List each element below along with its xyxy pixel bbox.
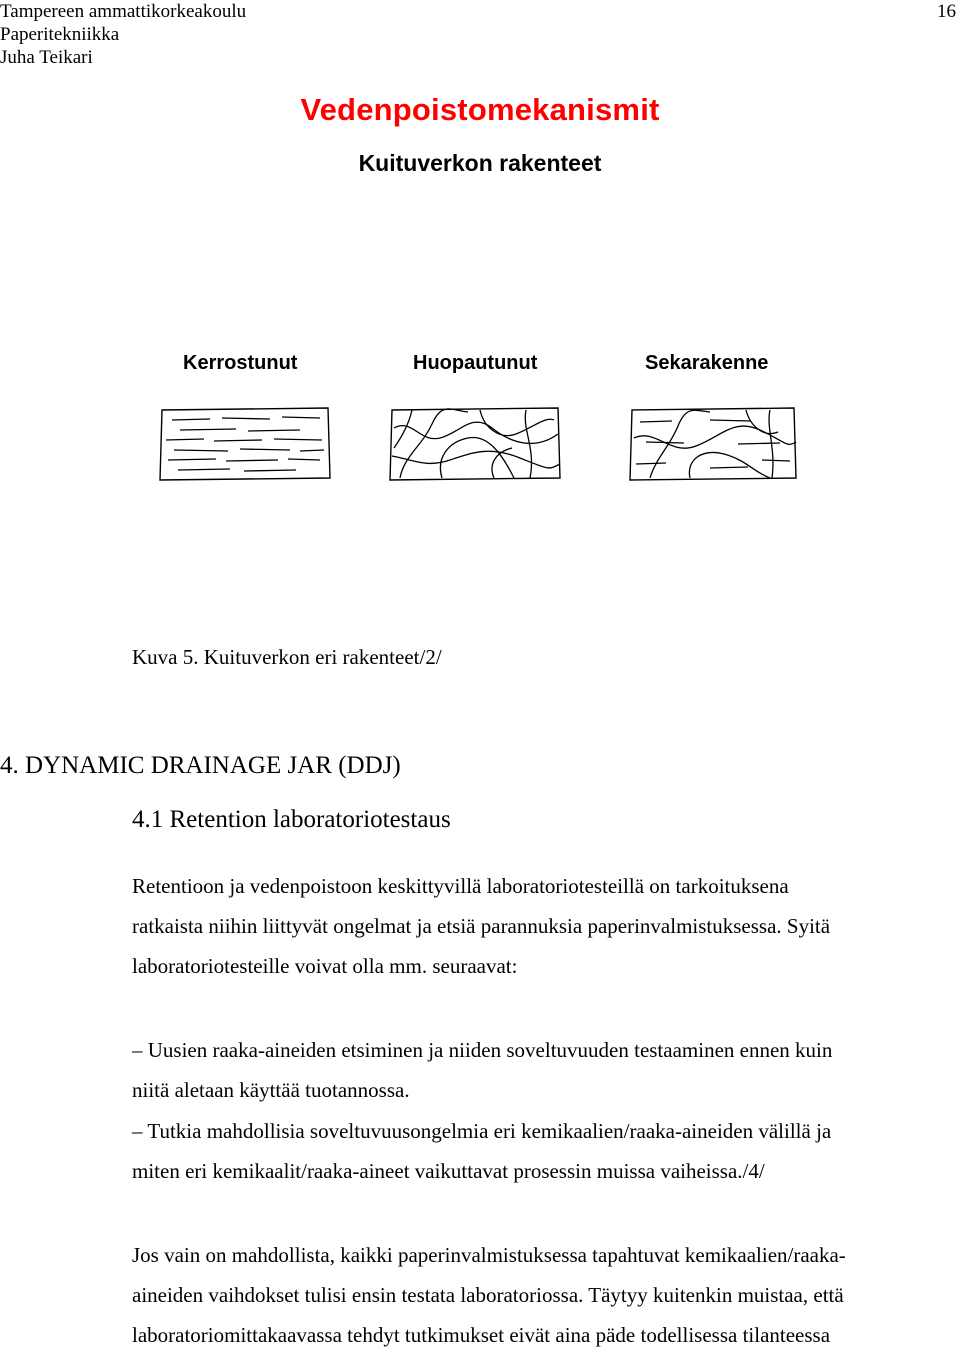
bullet-item [132, 1030, 932, 1110]
bullet-item [132, 1111, 932, 1191]
header-author: Juha Teikari [0, 47, 93, 68]
layered-fibers [166, 417, 324, 471]
fiber-network-diagram [150, 398, 810, 488]
paragraph-line: laboratoriomittakaavassa tehdyt tutkimukset eivät aina päde todellisessa tilanteessa [132, 1323, 831, 1347]
paragraph-line: laboratoriotesteille voivat olla mm. seuraavat: [132, 954, 518, 978]
subsection-heading: 4.1 Retention laboratoriotestaus [132, 806, 451, 833]
bullet-line: – Tutkia mahdollisia soveltuvuusongelmia eri kemikaalien/raaka-aineiden välillä ja [132, 1119, 832, 1143]
header-course: Paperitekniikka [0, 24, 120, 45]
running-header [0, 0, 246, 69]
bullet-line: niitä aletaan käyttää tuotannossa. [132, 1078, 410, 1102]
felted-fibers [392, 409, 560, 478]
page-number: 16 [937, 1, 956, 22]
paragraph-line: ratkaista niihin liittyvät ongelmat ja etsiä parannuksia paperinvalmistuksessa. Syitä [132, 914, 831, 938]
structure-label-layered: Kerrostunut [183, 352, 298, 374]
mixed-fibers [634, 410, 796, 478]
paragraph-line: aineiden vaihdokset tulisi ensin testata laboratoriossa. Täytyy kuitenkin muistaa, että [132, 1283, 844, 1307]
felted-panel-outline [390, 408, 560, 480]
bullet-line: miten eri kemikaalit/raaka-aineet vaikuttavat prosessin muissa vaiheissa./4/ [132, 1159, 765, 1183]
section-heading: 4. DYNAMIC DRAINAGE JAR (DDJ) [0, 752, 401, 779]
figure-subtitle: Kuituverkon rakenteet [358, 150, 602, 176]
bullet-line: – Uusien raaka-aineiden etsiminen ja niiden soveltuvuuden testaaminen ennen kuin [132, 1038, 833, 1062]
figure-caption: Kuva 5. Kuituverkon eri rakenteet/2/ [132, 645, 442, 669]
figure-title: Vedenpoistomekanismit [300, 92, 660, 127]
header-institution: Tampereen ammattikorkeakoulu [0, 1, 247, 22]
structure-label-felted: Huopautunut [413, 352, 538, 374]
intro-paragraph [132, 866, 932, 986]
closing-paragraph [132, 1235, 932, 1355]
paragraph-line: Jos vain on mahdollista, kaikki paperinvalmistuksessa tapahtuvat kemikaalien/raaka- [132, 1243, 846, 1267]
paragraph-line: Retentioon ja vedenpoistoon keskittyvillä laboratoriotesteillä on tarkoituksena [132, 874, 789, 898]
structure-label-mixed: Sekarakenne [645, 352, 769, 374]
